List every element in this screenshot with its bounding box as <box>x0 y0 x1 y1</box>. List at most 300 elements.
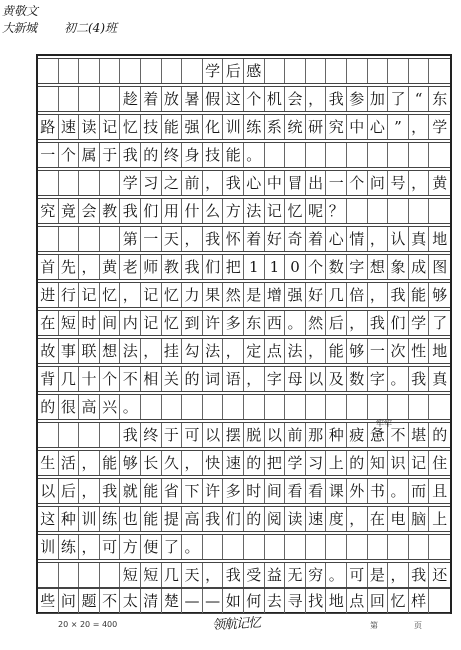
grid-cell: 教 <box>100 199 121 223</box>
grid-cell: 路 <box>38 115 59 139</box>
grid-cell: 数 <box>347 367 368 391</box>
grid-cell: 在 <box>38 311 59 335</box>
grid-cell: ， <box>182 227 203 251</box>
grid-cell <box>265 535 286 559</box>
grid-cell: 这 <box>223 87 244 111</box>
grid-row <box>38 338 450 364</box>
grid-cell: ， <box>79 451 100 475</box>
grid-cell: 方 <box>120 535 141 559</box>
grid-cell <box>326 535 347 559</box>
class-name: 初二(4)班 <box>64 21 117 35</box>
grid-cell: 1 <box>244 255 265 279</box>
grid-cell: 我 <box>409 367 430 391</box>
grid-cell: ” <box>388 115 409 139</box>
grid-cell: 知 <box>368 451 389 475</box>
grid-cell: 我 <box>120 199 141 223</box>
grid-cell: 数 <box>326 255 347 279</box>
grid-cell: 我 <box>203 227 224 251</box>
grid-cell: 趁 <box>120 87 141 111</box>
grid-cell <box>100 171 121 195</box>
grid-cell <box>59 59 80 83</box>
grid-cell: 能 <box>141 479 162 503</box>
grid-cell: 行 <box>59 283 80 307</box>
grid-cell: 许 <box>203 479 224 503</box>
grid-cell <box>285 395 306 419</box>
grid-cell: 字 <box>368 367 389 391</box>
grid-cell: 看 <box>306 479 327 503</box>
grid-cell: 能 <box>162 115 183 139</box>
grid-row <box>38 588 450 614</box>
grid-cell: 时 <box>244 479 265 503</box>
grid-cell <box>100 423 121 447</box>
grid-cell: 。 <box>182 535 203 559</box>
grid-cell: 了 <box>162 535 183 559</box>
grid-cell <box>285 59 306 83</box>
grid-cell <box>347 395 368 419</box>
grid-cell <box>79 171 100 195</box>
composition-grid-sheet <box>36 54 452 614</box>
grid-cell: 我 <box>120 143 141 167</box>
grid-cell: 速 <box>59 115 80 139</box>
grid-cell: 学 <box>409 311 430 335</box>
grid-cell: ， <box>79 479 100 503</box>
grid-cell: 可 <box>182 423 203 447</box>
grid-cell: 一 <box>368 339 389 363</box>
grid-cell: 找 <box>306 589 327 613</box>
grid-cell: 成 <box>409 255 430 279</box>
grid-cell <box>306 535 327 559</box>
grid-cell: 心 <box>326 227 347 251</box>
grid-cell: 记 <box>141 311 162 335</box>
grid-cell <box>306 395 327 419</box>
grid-cell <box>347 535 368 559</box>
grid-cell: — <box>182 589 203 613</box>
grid-cell <box>388 535 409 559</box>
grid-cell: 放 <box>162 87 183 111</box>
grid-cell: ， <box>182 451 203 475</box>
grid-cell <box>182 395 203 419</box>
grid-cell: 然 <box>223 283 244 307</box>
grid-cell <box>429 589 450 613</box>
grid-cell: 先 <box>59 255 80 279</box>
grid-cell: 关 <box>162 367 183 391</box>
grid-cell: 想 <box>100 339 121 363</box>
grid-cell: ， <box>223 339 244 363</box>
grid-cell <box>409 143 430 167</box>
grid-cell <box>265 59 286 83</box>
grid-cell: 的 <box>244 451 265 475</box>
grid-cell: — <box>203 589 224 613</box>
grid-cell: 方 <box>223 199 244 223</box>
grid-cell: 忆 <box>285 199 306 223</box>
grid-cell: 增 <box>265 283 286 307</box>
grid-cell: 真 <box>409 227 430 251</box>
grid-cell: ， <box>388 563 409 587</box>
grid-cell <box>368 535 389 559</box>
grid-cell: 感 <box>244 59 265 83</box>
grid-cell: 故 <box>38 339 59 363</box>
grid-cell <box>141 59 162 83</box>
grid-cell: 学 <box>285 451 306 475</box>
grid-row <box>38 142 450 168</box>
grid-cell: 认 <box>388 227 409 251</box>
grid-cell <box>347 143 368 167</box>
grid-cell: 练 <box>100 507 121 531</box>
grid-cell: 以 <box>306 367 327 391</box>
grid-cell: 训 <box>79 507 100 531</box>
grid-cell: 。 <box>388 367 409 391</box>
grid-cell <box>368 199 389 223</box>
grid-cell: 的 <box>182 367 203 391</box>
grid-cell: 记 <box>409 451 430 475</box>
grid-cell <box>182 59 203 83</box>
grid-cell: 。 <box>326 563 347 587</box>
grid-cell <box>38 59 59 83</box>
grid-cell: 心 <box>368 115 389 139</box>
grid-cell: “ <box>409 87 430 111</box>
grid-cell: 去 <box>265 589 286 613</box>
grid-cell: 不 <box>388 423 409 447</box>
grid-cell: ， <box>79 535 100 559</box>
grid-cell: 许 <box>203 311 224 335</box>
grid-cell: 勾 <box>182 339 203 363</box>
grid-cell: 后 <box>223 59 244 83</box>
grid-cell <box>409 395 430 419</box>
grid-cell: 法 <box>285 339 306 363</box>
grid-cell: 高 <box>79 395 100 419</box>
grid-cell: ， <box>120 283 141 307</box>
grid-cell: 外 <box>347 479 368 503</box>
grid-row <box>38 562 450 588</box>
grid-cell: 好 <box>265 227 286 251</box>
grid-cell: 我 <box>388 283 409 307</box>
grid-cell: 天 <box>162 227 183 251</box>
grid-cell: 问 <box>59 589 80 613</box>
grid-cell: 着 <box>141 87 162 111</box>
grid-cell: 属 <box>79 143 100 167</box>
grid-cell: 个 <box>306 255 327 279</box>
grid-cell <box>120 59 141 83</box>
grid-cell <box>368 59 389 83</box>
grid-cell: 久 <box>162 451 183 475</box>
grid-cell: 真 <box>432 369 448 388</box>
grid-cell <box>388 199 409 223</box>
grid-cell: 个 <box>244 87 265 111</box>
grid-cell: 能 <box>141 507 162 531</box>
grid-cell: 忆 <box>120 115 141 139</box>
grid-cell: 把 <box>265 451 286 475</box>
grid-cell: 住 <box>432 453 448 472</box>
grid-cell: 短 <box>120 563 141 587</box>
grid-cell: 便 <box>141 535 162 559</box>
grid-cell: 教 <box>162 255 183 279</box>
grid-cell: 省 <box>162 479 183 503</box>
grid-cell <box>244 395 265 419</box>
grid-cell: 十 <box>79 367 100 391</box>
grid-cell: 天 <box>182 563 203 587</box>
grid-cell: 阅 <box>265 507 286 531</box>
grid-cell: 地 <box>432 341 448 360</box>
grid-cell: 我 <box>100 479 121 503</box>
grid-row <box>38 366 450 392</box>
grid-cell: 是 <box>368 563 389 587</box>
grid-cell: 出 <box>306 171 327 195</box>
grid-cell: 着 <box>306 227 327 251</box>
grid-cell: 黄 <box>432 173 448 192</box>
handwritten-correction: 牢牢 <box>376 419 392 428</box>
grid-row <box>38 226 450 252</box>
grid-cell: 第 <box>120 227 141 251</box>
author-name: 大新城 <box>2 21 37 35</box>
grid-cell: 间 <box>100 311 121 335</box>
grid-cell: 上 <box>326 451 347 475</box>
grid-row <box>38 198 450 224</box>
grid-cell: 及 <box>326 367 347 391</box>
grid-cell: 的 <box>244 507 265 531</box>
grid-cell: 内 <box>120 311 141 335</box>
grid-cell: 什 <box>182 199 203 223</box>
grid-cell: 事 <box>59 339 80 363</box>
grid-cell: 。 <box>388 479 409 503</box>
grid-cell: 于 <box>162 423 183 447</box>
grid-cell <box>162 59 183 83</box>
grid-cell: 力 <box>182 283 203 307</box>
grid-cell: 忆 <box>100 283 121 307</box>
grid-cell: 地 <box>326 589 347 613</box>
grid-cell: 生 <box>38 451 59 475</box>
grid-cell: 学 <box>120 171 141 195</box>
grid-cell: 清 <box>141 589 162 613</box>
grid-cell: 这 <box>38 507 59 531</box>
grid-cell: 以 <box>38 479 59 503</box>
grid-cell: 以 <box>265 423 286 447</box>
grid-cell: 法 <box>203 339 224 363</box>
grid-cell: 到 <box>182 311 203 335</box>
grid-cell: 背 <box>38 367 59 391</box>
grid-cell: 东 <box>244 311 265 335</box>
page-suffix: 页 <box>414 621 422 630</box>
grid-cell: 能 <box>409 283 430 307</box>
grid-cell: 图 <box>432 257 448 276</box>
grid-cell <box>429 59 450 83</box>
grid-cell <box>265 395 286 419</box>
grid-row <box>38 114 450 140</box>
grid-cell: 提 <box>162 507 183 531</box>
grid-cell: 的 <box>347 451 368 475</box>
grid-cell: ， <box>409 115 430 139</box>
grid-cell <box>100 59 121 83</box>
grid-cell: 上 <box>432 509 448 528</box>
grid-cell: 脱 <box>244 423 265 447</box>
grid-cell: 果 <box>203 283 224 307</box>
grid-cell: 1 <box>265 255 286 279</box>
grid-cell: 多 <box>223 311 244 335</box>
grid-cell: 究 <box>38 199 59 223</box>
grid-cell: 们 <box>388 311 409 335</box>
grid-cell <box>429 535 450 559</box>
grid-cell: 假 <box>203 87 224 111</box>
grid-cell: 回 <box>368 589 389 613</box>
grid-cell <box>38 423 59 447</box>
grid-cell: 读 <box>79 115 100 139</box>
grid-cell: 穷 <box>306 563 327 587</box>
grid-cell: 黄 <box>100 255 121 279</box>
grid-cell: 们 <box>223 507 244 531</box>
grid-cell: 还 <box>432 565 448 584</box>
grid-cell: 太 <box>120 589 141 613</box>
grid-cell <box>409 59 430 83</box>
grid-cell <box>59 171 80 195</box>
grid-cell: 技 <box>203 143 224 167</box>
grid-cell: 象 <box>388 255 409 279</box>
grid-cell: 课 <box>326 479 347 503</box>
grid-cell: 么 <box>203 199 224 223</box>
grid-cell: ？ <box>326 199 347 223</box>
grid-cell: 间 <box>265 479 286 503</box>
grid-cell: 究 <box>326 115 347 139</box>
grid-cell: 一 <box>141 227 162 251</box>
grid-cell: 训 <box>38 535 59 559</box>
grid-cell: 几 <box>326 283 347 307</box>
grid-cell: 我 <box>223 563 244 587</box>
grid-cell: 看 <box>285 479 306 503</box>
grid-cell: 挂 <box>162 339 183 363</box>
grid-cell: 性 <box>409 339 430 363</box>
grid-cell: 训 <box>223 115 244 139</box>
page-label: 第 <box>370 621 378 630</box>
name-note: 黄敬文 <box>2 4 39 18</box>
grid-cell: 记 <box>265 199 286 223</box>
grid-cell: 好 <box>306 283 327 307</box>
grid-cell: 倍 <box>347 283 368 307</box>
grid-cell: 能 <box>100 451 121 475</box>
grid-cell <box>59 563 80 587</box>
grid-cell: 那 <box>306 423 327 447</box>
grid-cell: 可 <box>347 563 368 587</box>
grid-cell: 几 <box>59 367 80 391</box>
grid-cell <box>203 535 224 559</box>
grid-cell: 。 <box>244 143 265 167</box>
grid-cell: 师 <box>141 255 162 279</box>
grid-cell: 学 <box>203 59 224 83</box>
grid-cell: 记 <box>100 115 121 139</box>
grid-cell: 次 <box>388 339 409 363</box>
grid-cell: 惫 <box>368 423 389 447</box>
grid-cell: 们 <box>141 199 162 223</box>
grid-cell: 种 <box>59 507 80 531</box>
grid-cell: 多 <box>223 479 244 503</box>
grid-cell: 练 <box>244 115 265 139</box>
grid-cell <box>100 87 121 111</box>
grid-cell: 忆 <box>162 283 183 307</box>
grid-row <box>38 282 450 308</box>
grid-cell: 快 <box>203 451 224 475</box>
grid-cell: 益 <box>265 563 286 587</box>
grid-cell: 。 <box>120 395 141 419</box>
grid-cell: 能 <box>326 339 347 363</box>
grid-cell: 相 <box>141 367 162 391</box>
grid-cell: 我 <box>120 423 141 447</box>
grid-cell: 习 <box>141 171 162 195</box>
grid-cell: ， <box>306 87 327 111</box>
grid-cell: 我 <box>223 171 244 195</box>
grid-cell: 受 <box>244 563 265 587</box>
grid-cell <box>306 143 327 167</box>
grid-cell: 够 <box>347 339 368 363</box>
grid-cell: 会 <box>285 87 306 111</box>
grid-cell <box>79 227 100 251</box>
grid-cell: 我 <box>368 311 389 335</box>
grid-cell: 速 <box>223 451 244 475</box>
grid-cell: 练 <box>59 535 80 559</box>
grid-cell <box>38 227 59 251</box>
grid-cell: 时 <box>79 311 100 335</box>
grid-cell: 身 <box>182 143 203 167</box>
grid-cell: 摆 <box>223 423 244 447</box>
grid-cell <box>162 395 183 419</box>
grid-cell: ， <box>306 339 327 363</box>
grid-cell: 活 <box>59 451 80 475</box>
grid-cell: 于 <box>100 143 121 167</box>
grid-cell: 寻 <box>285 589 306 613</box>
grid-cell: 我 <box>203 507 224 531</box>
grid-cell <box>388 143 409 167</box>
grid-cell: 法 <box>244 199 265 223</box>
grid-row <box>38 478 450 504</box>
grid-cell: 地 <box>432 229 448 248</box>
grid-cell: 一 <box>38 143 59 167</box>
grid-cell: 奇 <box>285 227 306 251</box>
grid-cell: 楚 <box>162 589 183 613</box>
grid-cell: 书 <box>368 479 389 503</box>
grid-cell: 长 <box>141 451 162 475</box>
grid-cell: 无 <box>285 563 306 587</box>
grid-cell: 我 <box>182 255 203 279</box>
grid-cell <box>223 395 244 419</box>
grid-cell: 强 <box>285 283 306 307</box>
grid-cell: 终 <box>141 423 162 447</box>
grid-cell <box>285 143 306 167</box>
grid-cell: 是 <box>244 283 265 307</box>
grid-cell: 了 <box>388 87 409 111</box>
grid-cell <box>429 395 450 419</box>
grid-cell: 读 <box>285 507 306 531</box>
grid-cell: 语 <box>223 367 244 391</box>
grid-cell: 联 <box>79 339 100 363</box>
grid-cell: 用 <box>162 199 183 223</box>
grid-cell: 情 <box>347 227 368 251</box>
grid-cell: 中 <box>265 171 286 195</box>
grid-cell <box>244 535 265 559</box>
grid-cell: 前 <box>182 171 203 195</box>
grid-cell: 脑 <box>409 507 430 531</box>
grid-cell: 终 <box>162 143 183 167</box>
grid-cell: 强 <box>182 115 203 139</box>
grid-cell: 0 <box>285 255 306 279</box>
grid-cell: 个 <box>347 171 368 195</box>
grid-cell: 东 <box>432 89 448 108</box>
grid-cell <box>388 59 409 83</box>
grid-cell: 暑 <box>182 87 203 111</box>
grid-cell: 点 <box>265 339 286 363</box>
grid-cell: 后 <box>59 479 80 503</box>
grid-cell <box>38 171 59 195</box>
grid-cell: 而 <box>409 479 430 503</box>
grid-cell <box>347 59 368 83</box>
grid-cell <box>326 59 347 83</box>
grid-cell: 字 <box>265 367 286 391</box>
grid-cell: 们 <box>203 255 224 279</box>
